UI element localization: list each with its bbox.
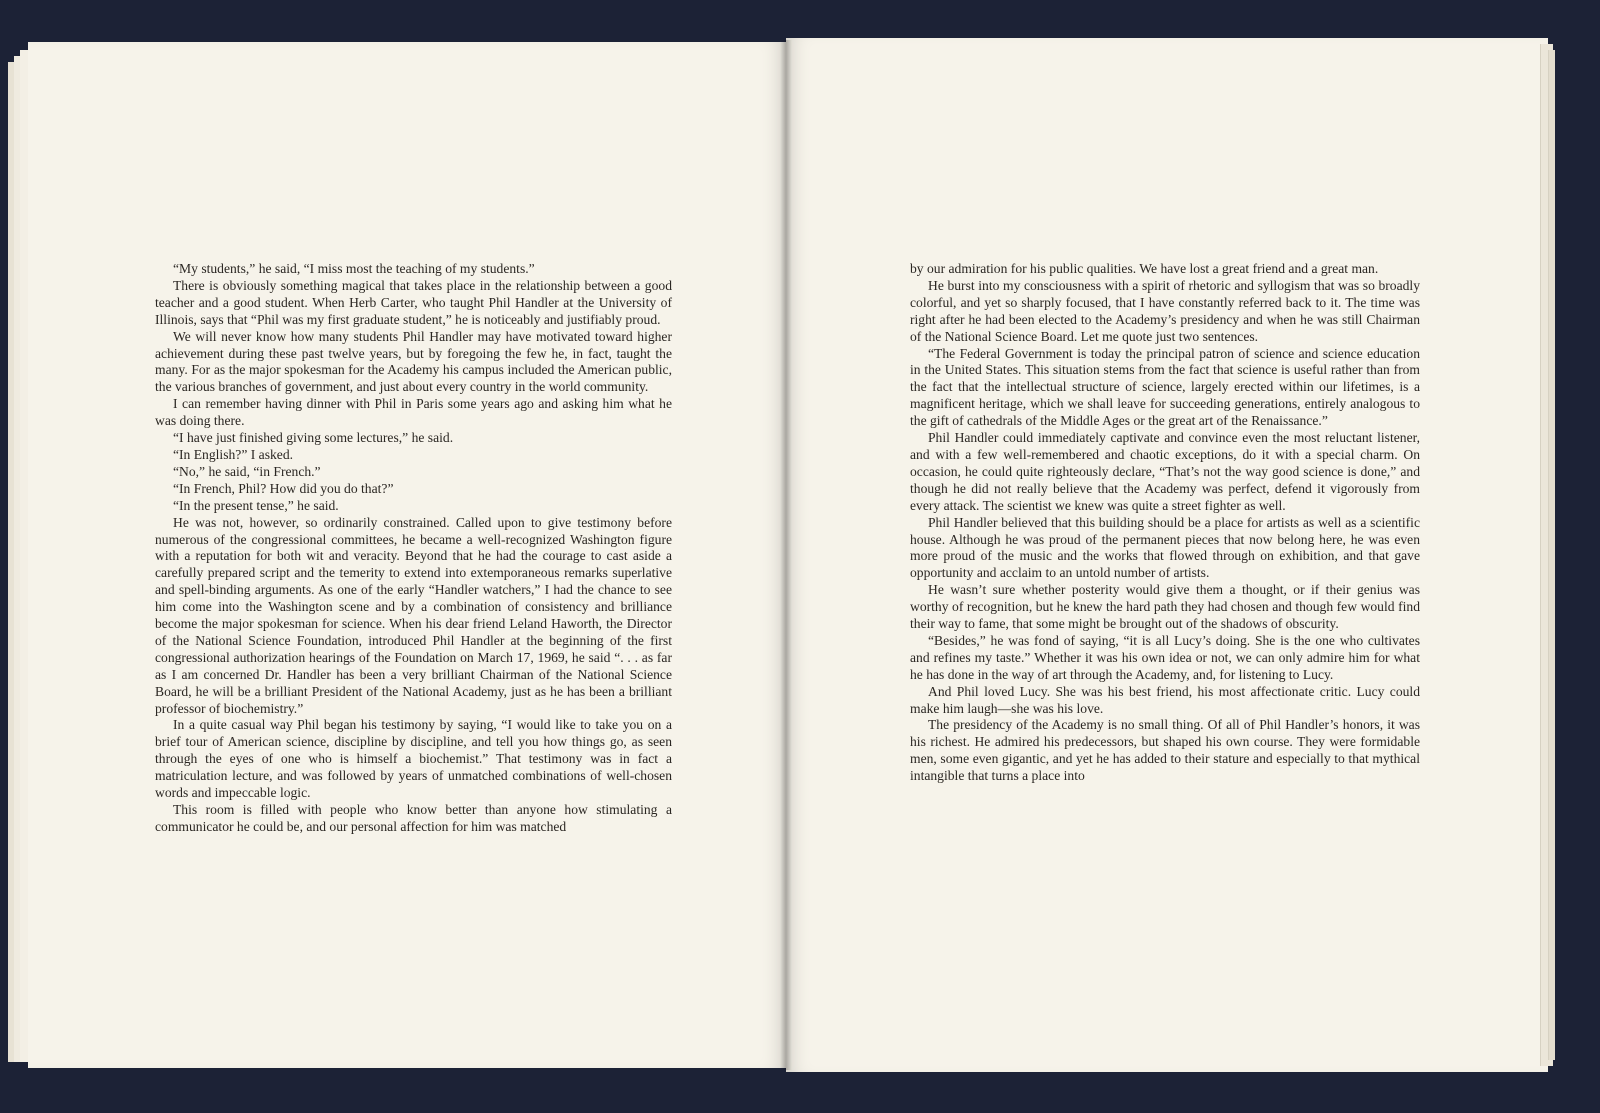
paragraph: This room is filled with people who know better than anyone how stimulating a communicator he could be, and our personal affection for him was matched bbox=[155, 802, 672, 834]
page-edge bbox=[1548, 50, 1555, 1060]
paragraph: He wasn’t sure whether posterity would give them a thought, or if their genius was worthy of recognition, but he knew the hard path they had chosen and though few would find their way to fame, that some might be brought out of the shadows of obscurity. bbox=[910, 582, 1420, 632]
paragraph: “My students,” he said, “I miss most the teaching of my students.” bbox=[173, 261, 535, 276]
paragraph: The presidency of the Academy is no small thing. Of all of Phil Handler’s honors, it was his richest. He admired his predecessors, but shaped his own course. They were formidable men, some even gigantic, and yet he has added to their stature and especially to that mythical intangible that turns a place into bbox=[910, 717, 1420, 784]
book-gutter bbox=[780, 40, 792, 1070]
paragraph: Phil Handler could immediately captivate and convince even the most reluctant listener, and with a few well-remembered and chaotic exceptions, do it with a special charm. On occasion, he could quite righteously declare, “That’s not the way good science is done,” and though he did not really believe that the Academy was perfect, defend it vigorously from every attack. The scientist we knew was quite a street fighter as well. bbox=[910, 430, 1420, 513]
paragraph: “Besides,” he was fond of saying, “it is all Lucy’s doing. She is the one who cultivates and refines my taste.” Whether it was his own idea or not, we can only admire him for what he has done in the way of art through the Academy, and, for listening to Lucy. bbox=[910, 632, 1420, 682]
paragraph: We will never know how many students Phil Handler may have motivated toward higher achievement during these past twelve years, but by foregoing the few he, in fact, taught the many. For as the major spokesman for the Academy his campus included the American public, the various branches of government, and just about every country in the world community. bbox=[155, 328, 672, 395]
paragraph: He was not, however, so ordinarily constrained. Called upon to give testimony before numerous of the congressional committees, he became a well-recognized Washington figure with a reputation for both wit and veracity. Beyond that he had the courage to cast aside a carefully prepared script and the temerity to extend into extemporaneous remarks superlative and spell-binding arguments. As one of the early “Handler watchers,” I had the chance to see him come into the Washington scene and by a combination of consistency and brilliance become the major spokesman for science. When his dear friend Leland Haworth, the Director of the National Science Foundation, introduced Phil Handler at the beginning of the first congressional authorization hearings of the Foundation on March 17, 1969, he said “. . . as far as I am concerned Dr. Handler has been a very brilliant Chairman of the National Science Board, he will be a brilliant President of the National Academy, just as he has been a brilliant professor of biochemistry.” bbox=[155, 514, 672, 716]
left-page-text bbox=[155, 261, 672, 836]
paragraph: “In French, Phil? How did you do that?” bbox=[173, 480, 394, 496]
paragraph: “In English?” I asked. bbox=[173, 446, 294, 462]
paragraph: “No,” he said, “in French.” bbox=[173, 463, 321, 479]
paragraph: There is obviously something magical that takes place in the relationship between a good teacher and a good student. When Herb Carter, who taught Phil Handler at the University of Illinois, says that “Phil was my first graduate student,” he is noticeably and justifiably proud. bbox=[155, 277, 672, 327]
paragraph: And Phil loved Lucy. She was his best friend, his most affectionate critic. Lucy could make him laugh—she was his love. bbox=[910, 683, 1420, 716]
paragraph: by our admiration for his public qualities. We have lost a great friend and a great man. bbox=[910, 261, 1379, 276]
paragraph: In a quite casual way Phil began his testimony by saying, “I would like to take you on a brief tour of American science, discipline by discipline, and tell you how things go, as seen through the eyes of one who is himself a biochemist.” That testimony was in fact a matriculation lecture, and was followed by years of unmatched combinations of well-chosen words and impeccable logic. bbox=[155, 717, 672, 801]
paragraph: He burst into my consciousness with a spirit of rhetoric and syllogism that was so broadly colorful, and yet so sharply focused, that I have constantly referred back to it. The time was right after he had been elected to the Academy’s presidency and when he was still Chairman of the National Science Board. Let me quote just two sentences. bbox=[910, 277, 1420, 344]
paragraph: “In the present tense,” he said. bbox=[173, 497, 339, 513]
paragraph: Phil Handler believed that this building should be a place for artists as well as a scientific house. Although he was proud of the permanent pieces that now belong here, he was even more proud of the music and the works that flowed through on exhibition, and that gave opportunity and acclaim to an untold number of artists. bbox=[910, 514, 1420, 581]
right-page-text bbox=[910, 261, 1420, 785]
paragraph: “I have just finished giving some lectures,” he said. bbox=[173, 430, 454, 446]
paragraph: I can remember having dinner with Phil in Paris some years ago and asking him what he was doing there. bbox=[155, 396, 672, 429]
paragraph: “The Federal Government is today the principal patron of science and science education in the United States. This situation stems from the fact that science is useful rather than from the fact that the intellectual structure of science, largely erected within our lifetimes, is a magnificent heritage, which we shall leave for succeeding generations, entirely analogous to the gift of cathedrals of the Middle Ages or the great art of the Renaissance.” bbox=[910, 345, 1420, 429]
